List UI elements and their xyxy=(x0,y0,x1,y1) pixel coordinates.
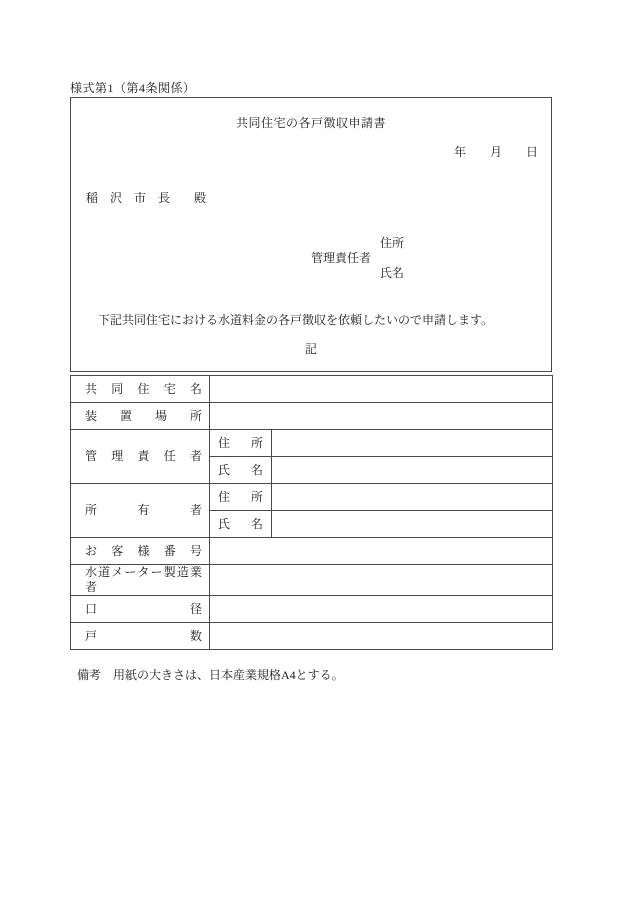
sub-label: 住所 xyxy=(210,430,272,457)
table-row-household-count xyxy=(71,623,553,650)
document-title: 共同住宅の各戸徴収申請書 xyxy=(235,116,386,130)
row-value-field xyxy=(210,565,553,596)
table-row-owner-address xyxy=(71,484,553,511)
table-row-meter-manufacturer xyxy=(71,565,553,596)
row-value-field xyxy=(272,430,553,457)
application-statement: 下記共同住宅における水道料金の各戸徴収を依頼したいので申請します。 xyxy=(86,313,494,327)
applicant-address-label: 住所 xyxy=(380,236,405,250)
sub-label: 氏名 xyxy=(210,511,272,538)
table-row-customer-number xyxy=(71,538,553,565)
table-row-apartment-name xyxy=(71,376,553,403)
sub-label: 住所 xyxy=(210,484,272,511)
row-value-field xyxy=(210,623,553,650)
sub-label: 氏名 xyxy=(210,457,272,484)
row-value-field xyxy=(210,376,553,403)
row-label: お客様番号 xyxy=(71,538,210,565)
addressee-line: 稲 沢 市 長 殿 xyxy=(86,191,207,205)
row-value-field xyxy=(210,596,553,623)
row-value-field xyxy=(210,403,553,430)
row-label: 所有者 xyxy=(71,484,210,538)
table-row-diameter xyxy=(71,596,553,623)
date-line: 年 月 日 xyxy=(453,145,538,159)
remarks-note: 備考 用紙の大きさは、日本産業規格A4とする。 xyxy=(77,668,344,682)
form-table xyxy=(70,375,553,650)
applicant-lines xyxy=(380,237,404,280)
applicant-signature-block xyxy=(311,237,404,280)
row-value-field xyxy=(272,484,553,511)
row-value-field xyxy=(210,538,553,565)
table-row-installation-place xyxy=(71,403,553,430)
applicant-role-label: 管理責任者 xyxy=(311,251,372,265)
row-value-field xyxy=(272,457,553,484)
applicant-name-label: 氏名 xyxy=(380,266,405,280)
row-label: 戸数 xyxy=(71,623,210,650)
row-label: 管理責任者 xyxy=(71,430,210,484)
form-number-label: 様式第1（第4条関係） xyxy=(70,81,196,95)
row-value-field xyxy=(272,511,553,538)
row-label: 装置場所 xyxy=(71,403,210,430)
table-row-manager-address xyxy=(71,430,553,457)
row-label: 水道メーター製造業者 xyxy=(71,565,210,596)
application-header-box xyxy=(70,97,552,372)
row-label: 共同住宅名 xyxy=(71,376,210,403)
record-mark: 記 xyxy=(304,342,317,356)
row-label: 口径 xyxy=(71,596,210,623)
